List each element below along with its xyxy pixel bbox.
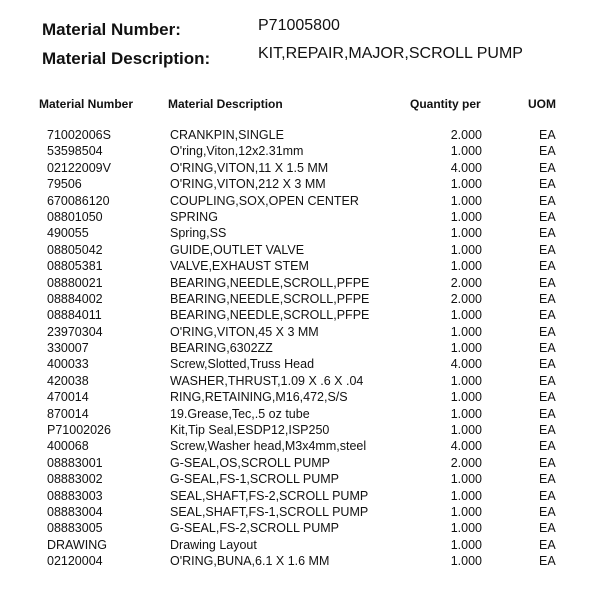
- material-description-cell: COUPLING,SOX,OPEN CENTER: [170, 193, 359, 208]
- uom-cell: EA: [539, 226, 556, 241]
- material-number-cell: 02122009V: [47, 160, 111, 175]
- material-description-cell: CRANKPIN,SINGLE: [170, 128, 284, 142]
- material-number-cell: 08880021: [47, 275, 103, 290]
- uom-cell: EA: [539, 160, 556, 175]
- material-number-cell: 870014: [47, 406, 89, 421]
- table-row: [0, 176, 600, 192]
- quantity-cell: 1.000: [450, 226, 482, 241]
- uom-cell: EA: [539, 275, 556, 290]
- table-row: [0, 471, 600, 487]
- material-description-cell: SEAL,SHAFT,FS-2,SCROLL PUMP: [170, 488, 369, 503]
- uom-cell: EA: [539, 144, 556, 159]
- material-description-cell: G-SEAL,FS-1,SCROLL PUMP: [170, 472, 340, 487]
- uom-cell: EA: [539, 554, 556, 569]
- material-number-cell: 08883003: [47, 488, 103, 503]
- table-row: [0, 307, 600, 323]
- material-number-cell: 08805381: [47, 259, 103, 274]
- quantity-cell: 4.000: [450, 160, 482, 175]
- material-number-value: P71005800: [258, 17, 340, 34]
- material-description-cell: RING,RETAINING,M16,472,S/S: [170, 390, 348, 405]
- material-description-cell: Spring,SS: [170, 226, 227, 241]
- uom-cell: EA: [539, 193, 556, 208]
- table-row: [0, 520, 600, 536]
- uom-cell: EA: [539, 439, 556, 454]
- uom-cell: EA: [539, 128, 556, 142]
- uom-cell: EA: [539, 341, 556, 356]
- material-number-cell: 08883001: [47, 455, 103, 470]
- uom-cell: EA: [539, 259, 556, 274]
- material-number-cell: 330007: [47, 341, 89, 356]
- uom-cell: EA: [539, 455, 556, 470]
- material-description-cell: Screw,Slotted,Truss Head: [170, 357, 315, 372]
- material-number-cell: DRAWING: [47, 537, 107, 552]
- table-row: [0, 275, 600, 291]
- material-description-cell: O'RING,VITON,11 X 1.5 MM: [170, 160, 329, 175]
- material-description-cell: WASHER,THRUST,1.09 X .6 X .04: [170, 373, 364, 388]
- material-number-cell: 490055: [47, 226, 89, 241]
- uom-cell: EA: [539, 521, 556, 536]
- material-number-cell: 08883005: [47, 521, 103, 536]
- uom-cell: EA: [539, 423, 556, 438]
- material-number-cell: 08884011: [47, 308, 102, 323]
- table-row: [0, 193, 600, 209]
- material-number-cell: 670086120: [47, 193, 110, 208]
- table-row: [0, 160, 600, 176]
- table-row: [0, 537, 600, 553]
- material-number-cell: 23970304: [47, 324, 103, 339]
- table-row: [0, 356, 600, 372]
- quantity-cell: 2.000: [450, 275, 482, 290]
- uom-cell: EA: [539, 472, 556, 487]
- quantity-cell: 1.000: [450, 341, 482, 356]
- table-row: [0, 291, 600, 307]
- uom-cell: EA: [539, 357, 556, 372]
- table-row: [0, 209, 600, 225]
- material-description-cell: BEARING,NEEDLE,SCROLL,PFPE: [170, 308, 370, 323]
- quantity-cell: 1.000: [450, 521, 482, 536]
- material-number-cell: 71002006S: [47, 128, 111, 142]
- table-row: [0, 438, 600, 454]
- quantity-cell: 2.000: [450, 128, 482, 142]
- material-number-cell: P71002026: [47, 423, 111, 438]
- material-description-cell: O'ring,Viton,12x2.31mm: [170, 144, 304, 159]
- material-description-cell: SEAL,SHAFT,FS-1,SCROLL PUMP: [170, 504, 369, 519]
- material-number-label: Material Number:: [42, 20, 181, 39]
- quantity-cell: 1.000: [450, 406, 482, 421]
- material-description-cell: O'RING,VITON,45 X 3 MM: [170, 324, 319, 339]
- column-header-quantity: Quantity per: [410, 97, 481, 111]
- table-row: [0, 340, 600, 356]
- quantity-cell: 1.000: [450, 537, 482, 552]
- quantity-cell: 2.000: [450, 455, 482, 470]
- column-header-uom: UOM: [528, 97, 556, 111]
- material-number-cell: 08883004: [47, 504, 103, 519]
- quantity-cell: 4.000: [450, 357, 482, 372]
- material-number-cell: 08884002: [47, 291, 103, 306]
- uom-cell: EA: [539, 390, 556, 405]
- uom-cell: EA: [539, 209, 556, 224]
- quantity-cell: 1.000: [450, 193, 482, 208]
- material-number-cell: 79506: [47, 177, 82, 192]
- table-row: [0, 389, 600, 405]
- uom-cell: EA: [539, 488, 556, 503]
- uom-cell: EA: [539, 504, 556, 519]
- parts-table: [0, 127, 600, 570]
- table-row: [0, 422, 600, 438]
- material-number-cell: 08883002: [47, 472, 103, 487]
- table-row: [0, 488, 600, 504]
- material-number-cell: 470014: [47, 390, 89, 405]
- quantity-cell: 1.000: [450, 488, 482, 503]
- column-header-material-description: Material Description: [168, 97, 283, 111]
- table-row: [0, 225, 600, 241]
- quantity-cell: 1.000: [450, 472, 482, 487]
- material-description-cell: O'RING,VITON,212 X 3 MM: [170, 177, 326, 192]
- table-row: [0, 406, 600, 422]
- material-description-cell: BEARING,NEEDLE,SCROLL,PFPE: [170, 275, 370, 290]
- material-description-cell: G-SEAL,OS,SCROLL PUMP: [170, 455, 330, 470]
- uom-cell: EA: [539, 373, 556, 388]
- quantity-cell: 1.000: [450, 554, 482, 569]
- material-description-cell: BEARING,NEEDLE,SCROLL,PFPE: [170, 291, 370, 306]
- quantity-cell: 2.000: [450, 291, 482, 306]
- material-description-cell: G-SEAL,FS-2,SCROLL PUMP: [170, 521, 340, 536]
- material-number-cell: 02120004: [47, 554, 103, 569]
- table-row: [0, 242, 600, 258]
- quantity-cell: 1.000: [450, 144, 482, 159]
- quantity-cell: 1.000: [450, 209, 482, 224]
- quantity-cell: 4.000: [450, 439, 482, 454]
- quantity-cell: 1.000: [450, 504, 482, 519]
- material-description-cell: 19.Grease,Tec,.5 oz tube: [170, 406, 310, 421]
- uom-cell: EA: [539, 324, 556, 339]
- table-row: [0, 373, 600, 389]
- quantity-cell: 1.000: [450, 259, 482, 274]
- material-number-cell: 400033: [47, 357, 89, 372]
- material-description-cell: Screw,Washer head,M3x4mm,steel: [170, 439, 367, 454]
- material-number-cell: 400068: [47, 439, 89, 454]
- quantity-cell: 1.000: [450, 308, 482, 323]
- table-row: [0, 258, 600, 274]
- uom-cell: EA: [539, 406, 556, 421]
- material-number-cell: 08801050: [47, 209, 103, 224]
- material-description-cell: BEARING,6302ZZ: [170, 341, 273, 356]
- material-description-cell: O'RING,BUNA,6.1 X 1.6 MM: [170, 554, 330, 569]
- quantity-cell: 1.000: [450, 390, 482, 405]
- material-description-label: Material Description:: [42, 49, 211, 68]
- quantity-cell: 1.000: [450, 423, 482, 438]
- material-number-cell: 53598504: [47, 144, 103, 159]
- table-row: [0, 504, 600, 520]
- table-row: [0, 143, 600, 159]
- uom-cell: EA: [539, 291, 556, 306]
- table-row: [0, 553, 600, 569]
- table-row: [0, 324, 600, 340]
- material-description-cell: GUIDE,OUTLET VALVE: [170, 242, 305, 257]
- material-description-cell: Kit,Tip Seal,ESDP12,ISP250: [170, 423, 330, 438]
- material-description-cell: SPRING: [170, 209, 218, 224]
- uom-cell: EA: [539, 177, 556, 192]
- quantity-cell: 1.000: [450, 177, 482, 192]
- table-row: [0, 455, 600, 471]
- material-number-cell: 08805042: [47, 242, 103, 257]
- quantity-cell: 1.000: [450, 373, 482, 388]
- material-description-value: KIT,REPAIR,MAJOR,SCROLL PUMP: [258, 45, 523, 62]
- column-header-material-number: Material Number: [39, 97, 134, 111]
- table-row: [0, 127, 600, 143]
- material-description-cell: Drawing Layout: [170, 537, 257, 552]
- material-description-cell: VALVE,EXHAUST STEM: [170, 259, 309, 274]
- uom-cell: EA: [539, 242, 556, 257]
- uom-cell: EA: [539, 308, 556, 323]
- material-number-cell: 420038: [47, 373, 89, 388]
- quantity-cell: 1.000: [450, 324, 482, 339]
- uom-cell: EA: [539, 537, 556, 552]
- quantity-cell: 1.000: [450, 242, 482, 257]
